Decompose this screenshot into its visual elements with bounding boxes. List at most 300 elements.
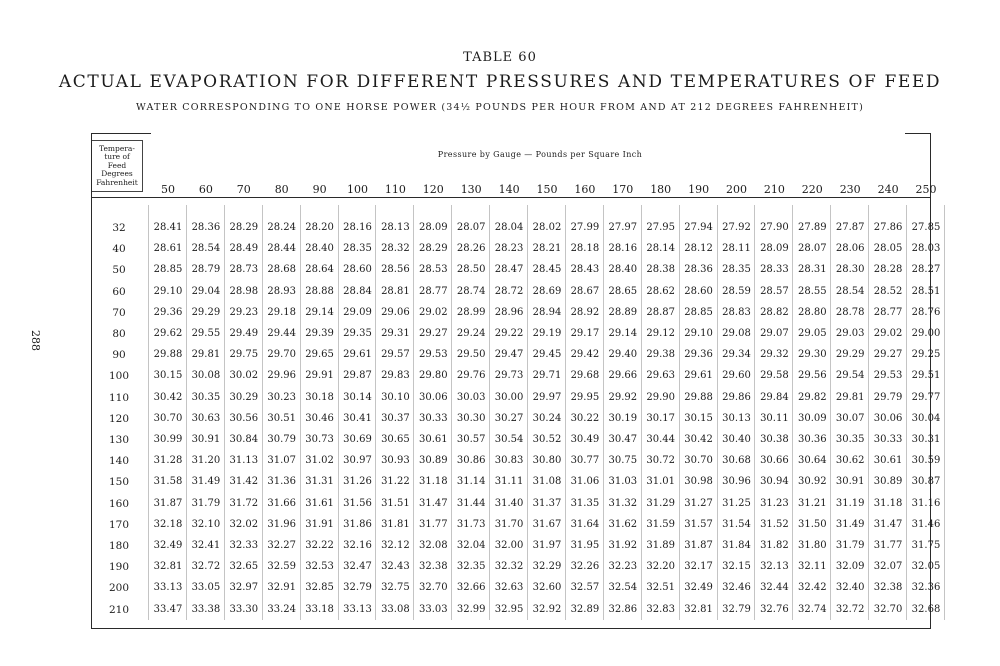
evaporation-value: 32.16 (343, 540, 372, 551)
evaporation-value: 31.27 (684, 497, 713, 509)
pressure-header: 150 (536, 183, 558, 196)
evaporation-value: 29.83 (381, 370, 410, 382)
evaporation-value: 28.03 (911, 243, 941, 255)
evaporation-value: 32.76 (760, 603, 789, 615)
table-rule (91, 628, 931, 629)
evaporation-value: 32.44 (760, 582, 789, 594)
evaporation-value: 28.54 (191, 243, 221, 255)
evaporation-value: 30.10 (381, 391, 410, 403)
evaporation-value: 32.36 (911, 582, 941, 594)
evaporation-value: 31.86 (343, 518, 372, 530)
evaporation-value: 29.40 (608, 349, 638, 361)
evaporation-value: 28.31 (797, 264, 827, 276)
evaporation-value: 28.67 (570, 285, 600, 297)
evaporation-value: 28.96 (494, 306, 524, 318)
evaporation-value: 29.25 (911, 349, 941, 361)
evaporation-value: 31.97 (532, 540, 562, 551)
evaporation-value: 33.24 (267, 603, 296, 615)
evaporation-value: 31.02 (305, 455, 334, 467)
evaporation-value: 29.86 (722, 391, 751, 403)
column-separator (868, 205, 869, 620)
evaporation-value: 29.75 (229, 349, 259, 361)
evaporation-value: 29.71 (532, 370, 562, 382)
evaporation-value: 28.83 (722, 306, 751, 318)
evaporation-value: 28.40 (305, 243, 334, 255)
evaporation-value: 32.72 (835, 603, 865, 615)
evaporation-value: 27.99 (570, 222, 600, 233)
evaporation-value: 31.89 (646, 540, 675, 551)
evaporation-value: 30.97 (343, 455, 372, 467)
column-separator (944, 205, 945, 620)
pressure-header: 170 (612, 183, 634, 196)
evaporation-value: 30.37 (381, 412, 410, 424)
evaporation-value: 29.81 (191, 349, 221, 361)
evaporation-value: 29.66 (608, 370, 638, 382)
evaporation-value: 27.85 (911, 222, 941, 233)
evaporation-value: 29.49 (229, 328, 259, 339)
evaporation-value: 32.79 (343, 582, 372, 594)
evaporation-value: 29.39 (305, 328, 334, 339)
temperature-label: 90 (112, 349, 126, 362)
evaporation-value: 30.91 (191, 434, 221, 445)
temperature-label: 190 (108, 561, 130, 574)
evaporation-value: 29.88 (153, 349, 183, 361)
pressure-header: 120 (422, 183, 444, 196)
evaporation-value: 32.81 (684, 603, 713, 615)
evaporation-value: 28.33 (760, 264, 789, 276)
evaporation-value: 30.54 (494, 434, 524, 445)
pressure-header: 90 (312, 183, 327, 196)
evaporation-value: 31.44 (456, 497, 486, 509)
column-separator (906, 205, 907, 620)
evaporation-value: 32.23 (608, 561, 638, 573)
evaporation-value: 30.89 (418, 455, 448, 467)
evaporation-value: 29.88 (684, 391, 713, 403)
evaporation-value: 32.97 (229, 582, 259, 594)
evaporation-value: 32.91 (267, 582, 296, 594)
evaporation-value: 31.37 (532, 497, 562, 509)
evaporation-value: 31.13 (229, 455, 259, 467)
evaporation-value: 31.82 (760, 540, 789, 551)
evaporation-value: 29.07 (760, 328, 789, 339)
evaporation-value: 31.36 (267, 476, 296, 488)
evaporation-value: 29.79 (873, 391, 903, 403)
evaporation-value: 29.34 (722, 349, 751, 361)
evaporation-value: 32.49 (684, 582, 713, 594)
table-rule (905, 133, 931, 134)
evaporation-value: 29.23 (229, 306, 259, 318)
temperature-label: 120 (108, 412, 130, 425)
evaporation-value: 29.36 (684, 349, 713, 361)
evaporation-value: 31.32 (608, 497, 638, 509)
evaporation-value: 28.13 (381, 222, 410, 233)
evaporation-value: 28.16 (608, 243, 638, 255)
evaporation-value: 32.12 (381, 540, 410, 551)
table-subtitle: WATER CORRESPONDING TO ONE HORSE POWER (34½ POUNDS PER HOUR FROM AND AT 212 DEGREES FAHRENHEIT) (136, 102, 864, 113)
evaporation-value: 29.90 (646, 391, 675, 403)
evaporation-value: 30.46 (305, 412, 334, 424)
evaporation-value: 30.80 (532, 455, 562, 467)
evaporation-value: 29.38 (646, 349, 675, 361)
evaporation-value: 30.65 (381, 434, 410, 445)
evaporation-value: 30.07 (835, 412, 865, 424)
evaporation-value: 32.38 (873, 582, 903, 594)
pressure-header: 200 (726, 183, 747, 196)
evaporation-value: 29.53 (873, 370, 903, 382)
evaporation-value: 33.38 (191, 603, 221, 615)
evaporation-value: 31.07 (267, 455, 296, 467)
evaporation-value: 30.75 (608, 455, 638, 467)
column-separator (792, 205, 793, 620)
evaporation-value: 30.09 (797, 412, 827, 424)
pressure-header: 190 (688, 183, 710, 196)
evaporation-value: 31.16 (911, 497, 941, 509)
evaporation-value: 31.50 (797, 518, 827, 530)
evaporation-value: 32.60 (532, 582, 562, 594)
evaporation-value: 30.15 (153, 370, 183, 382)
evaporation-value: 29.10 (684, 328, 713, 339)
evaporation-value: 28.04 (494, 222, 524, 233)
evaporation-value: 30.17 (646, 412, 675, 424)
evaporation-value: 30.35 (835, 434, 865, 445)
evaporation-value: 30.42 (153, 391, 183, 403)
evaporation-value: 32.04 (456, 540, 486, 551)
evaporation-value: 29.47 (494, 349, 524, 361)
evaporation-value: 32.49 (153, 540, 183, 551)
evaporation-value: 32.41 (191, 540, 221, 551)
evaporation-value: 29.29 (835, 349, 865, 361)
evaporation-value: 31.31 (305, 476, 334, 488)
evaporation-value: 29.96 (267, 370, 296, 382)
evaporation-value: 29.02 (873, 328, 903, 339)
evaporation-value: 29.22 (494, 328, 524, 339)
evaporation-value: 29.00 (911, 328, 941, 339)
evaporation-value: 28.32 (381, 243, 410, 255)
evaporation-value: 31.61 (305, 497, 334, 509)
evaporation-value: 30.18 (305, 391, 334, 403)
evaporation-value: 32.09 (835, 561, 865, 573)
evaporation-value: 28.68 (267, 264, 296, 276)
temperature-label: 50 (112, 264, 126, 277)
evaporation-value: 31.72 (229, 497, 259, 509)
evaporation-value: 32.70 (873, 603, 903, 615)
evaporation-value: 30.23 (267, 391, 296, 403)
evaporation-value: 30.69 (343, 434, 372, 445)
pressure-header: 160 (574, 183, 596, 196)
pressure-header: 70 (236, 183, 251, 196)
evaporation-value: 30.70 (684, 455, 713, 467)
evaporation-value: 30.04 (911, 412, 941, 424)
evaporation-value: 32.27 (267, 540, 296, 551)
evaporation-value: 31.73 (456, 518, 486, 530)
column-separator (830, 205, 831, 620)
column-separator (338, 205, 339, 620)
temperature-label: 160 (108, 497, 130, 510)
evaporation-value: 28.16 (343, 222, 372, 233)
column-separator (300, 205, 301, 620)
evaporation-value: 32.65 (229, 561, 259, 573)
evaporation-value: 28.49 (229, 243, 259, 255)
evaporation-value: 29.06 (381, 306, 410, 318)
pressure-header: 60 (198, 183, 213, 196)
evaporation-value: 30.62 (835, 455, 865, 467)
pressure-header: 180 (650, 183, 672, 196)
evaporation-value: 29.97 (532, 391, 562, 403)
evaporation-value: 28.85 (684, 306, 713, 318)
evaporation-value: 32.53 (305, 561, 334, 573)
evaporation-value: 28.64 (305, 264, 334, 276)
evaporation-value: 31.56 (343, 497, 372, 509)
evaporation-value: 30.92 (797, 476, 827, 488)
evaporation-value: 29.81 (835, 391, 865, 403)
evaporation-value: 29.29 (191, 306, 221, 318)
evaporation-value: 32.08 (418, 540, 448, 551)
evaporation-value: 29.62 (153, 328, 183, 339)
evaporation-value: 32.66 (456, 582, 486, 594)
evaporation-value: 32.42 (797, 582, 827, 594)
evaporation-value: 30.56 (229, 412, 259, 424)
evaporation-value: 28.23 (494, 243, 524, 255)
evaporation-value: 28.43 (570, 264, 600, 276)
feed-temperature-caption: Tempera- ture of Feed Degrees Fahrenheit (96, 143, 138, 187)
evaporation-value: 28.47 (494, 264, 524, 276)
evaporation-value: 32.11 (797, 561, 827, 573)
evaporation-value: 29.04 (191, 285, 221, 297)
evaporation-value: 30.59 (911, 455, 941, 467)
evaporation-value: 28.60 (684, 285, 713, 297)
temperature-label: 170 (108, 518, 130, 531)
evaporation-value: 31.75 (911, 540, 941, 551)
temperature-label: 140 (108, 455, 130, 468)
evaporation-value: 31.92 (608, 540, 638, 551)
evaporation-value: 32.18 (153, 518, 183, 530)
evaporation-value: 28.29 (229, 222, 259, 233)
feed-temperature-caption-box (91, 140, 143, 192)
evaporation-value: 30.47 (608, 434, 638, 445)
temperature-label: 70 (112, 306, 126, 319)
evaporation-value: 31.06 (570, 476, 600, 488)
evaporation-value: 28.11 (722, 243, 751, 255)
evaporation-value: 29.18 (267, 306, 296, 318)
evaporation-value: 30.51 (267, 412, 296, 424)
evaporation-value: 31.18 (873, 497, 903, 509)
evaporation-value: 32.40 (835, 582, 865, 594)
evaporation-value: 28.07 (456, 222, 486, 233)
evaporation-value: 30.19 (608, 412, 638, 424)
column-separator (565, 205, 566, 620)
evaporation-value: 29.55 (191, 328, 221, 339)
evaporation-value: 28.80 (797, 306, 827, 318)
evaporation-value: 30.96 (722, 476, 751, 488)
evaporation-value: 29.42 (570, 349, 600, 361)
evaporation-value: 30.44 (646, 434, 675, 445)
evaporation-value: 33.13 (343, 603, 372, 615)
evaporation-value: 29.84 (760, 391, 789, 403)
evaporation-value: 29.03 (835, 328, 865, 339)
evaporation-value: 28.40 (608, 264, 638, 276)
evaporation-value: 30.57 (456, 434, 486, 445)
evaporation-value: 30.08 (191, 370, 221, 382)
evaporation-value: 29.50 (456, 349, 486, 361)
evaporation-value: 32.00 (494, 540, 524, 551)
evaporation-value: 29.56 (797, 370, 827, 382)
evaporation-value: 29.80 (418, 370, 448, 382)
evaporation-value: 30.77 (570, 455, 600, 467)
evaporation-value: 30.15 (684, 412, 713, 424)
evaporation-value: 32.13 (760, 561, 789, 573)
evaporation-value: 30.52 (532, 434, 562, 445)
evaporation-value: 31.08 (532, 476, 562, 488)
evaporation-value: 29.14 (608, 328, 638, 339)
evaporation-value: 31.59 (646, 518, 675, 530)
evaporation-value: 32.85 (305, 582, 334, 594)
evaporation-value: 31.21 (797, 497, 827, 509)
pressure-header: 240 (877, 183, 899, 196)
evaporation-value: 33.05 (191, 582, 221, 594)
evaporation-value: 27.87 (835, 222, 865, 233)
evaporation-value: 29.87 (343, 370, 372, 382)
evaporation-value: 31.46 (911, 518, 941, 530)
column-separator (754, 205, 755, 620)
evaporation-value: 30.31 (911, 434, 941, 445)
evaporation-value: 28.78 (835, 306, 865, 318)
evaporation-value: 29.61 (684, 370, 713, 382)
pressure-header: 50 (161, 183, 175, 196)
evaporation-value: 29.05 (797, 328, 827, 339)
evaporation-value: 28.85 (153, 264, 183, 276)
evaporation-value: 29.27 (873, 349, 903, 361)
evaporation-value: 31.81 (381, 518, 410, 530)
evaporation-value: 32.79 (722, 603, 751, 615)
evaporation-value: 29.19 (532, 328, 562, 339)
evaporation-value: 28.74 (456, 285, 486, 297)
evaporation-value: 28.77 (873, 306, 903, 318)
evaporation-value: 32.05 (911, 561, 941, 573)
pressure-header: 140 (498, 183, 520, 196)
evaporation-value: 29.53 (418, 349, 448, 361)
evaporation-value: 32.51 (646, 582, 675, 594)
evaporation-value: 30.72 (646, 455, 675, 467)
evaporation-value: 33.30 (229, 603, 259, 615)
evaporation-value: 29.57 (381, 349, 410, 361)
temperature-label: 210 (108, 603, 130, 616)
evaporation-value: 30.22 (570, 412, 600, 424)
evaporation-value: 30.98 (684, 476, 713, 488)
evaporation-value: 30.41 (343, 412, 372, 424)
temperature-label: 60 (112, 285, 126, 298)
evaporation-value: 30.06 (418, 391, 448, 403)
pressure-header: 250 (915, 183, 937, 196)
evaporation-value: 29.08 (722, 328, 751, 339)
evaporation-value: 32.63 (494, 582, 524, 594)
evaporation-value: 29.24 (456, 328, 486, 339)
column-separator (679, 205, 680, 620)
evaporation-value: 31.23 (760, 497, 789, 509)
evaporation-value: 28.77 (418, 285, 448, 297)
evaporation-value: 31.29 (646, 497, 675, 509)
page-number: 288 (29, 330, 42, 351)
evaporation-value: 32.86 (608, 603, 638, 615)
evaporation-value: 28.30 (835, 264, 865, 276)
evaporation-value: 29.12 (646, 328, 675, 339)
evaporation-value: 32.33 (229, 540, 259, 551)
evaporation-value: 31.47 (418, 497, 448, 509)
evaporation-value: 33.08 (381, 603, 410, 615)
evaporation-value: 30.66 (760, 455, 789, 467)
column-separator (489, 205, 490, 620)
temperature-label: 80 (112, 328, 126, 340)
column-separator (603, 205, 604, 620)
evaporation-value: 28.52 (873, 285, 903, 297)
evaporation-value: 30.94 (760, 476, 789, 488)
evaporation-value: 29.09 (343, 306, 372, 318)
column-separator (375, 205, 376, 620)
evaporation-value: 30.36 (797, 434, 827, 445)
evaporation-value: 30.40 (722, 434, 751, 445)
evaporation-value: 31.62 (608, 518, 638, 530)
evaporation-value: 31.91 (305, 518, 334, 530)
evaporation-value: 32.47 (343, 561, 372, 573)
evaporation-value: 28.02 (532, 222, 562, 233)
evaporation-value: 30.99 (153, 434, 183, 445)
evaporation-value: 28.54 (835, 285, 865, 297)
column-separator (262, 205, 263, 620)
evaporation-value: 31.14 (456, 476, 486, 488)
evaporation-value: 31.70 (494, 518, 524, 530)
evaporation-value: 28.36 (684, 264, 713, 276)
evaporation-value: 28.88 (305, 285, 334, 297)
evaporation-value: 33.47 (153, 603, 183, 615)
evaporation-value: 30.84 (229, 434, 259, 445)
evaporation-value: 28.20 (305, 222, 334, 233)
evaporation-value: 33.13 (153, 582, 183, 594)
evaporation-value: 32.43 (381, 561, 410, 573)
evaporation-value: 29.17 (570, 328, 600, 339)
evaporation-value: 28.38 (646, 264, 675, 276)
evaporation-value: 31.58 (153, 476, 183, 488)
evaporation-value: 32.72 (191, 561, 221, 573)
evaporation-value: 32.10 (191, 518, 221, 530)
evaporation-value: 28.35 (343, 243, 372, 255)
evaporation-value: 31.26 (343, 476, 372, 488)
evaporation-value: 28.55 (797, 285, 827, 297)
temperature-label: 110 (108, 391, 130, 404)
evaporation-value: 29.54 (835, 370, 865, 382)
evaporation-value: 28.57 (760, 285, 789, 297)
evaporation-value: 32.83 (646, 603, 675, 615)
table-frame (88, 133, 938, 633)
evaporation-value: 28.61 (153, 243, 183, 255)
evaporation-value: 27.90 (760, 222, 789, 233)
evaporation-value: 30.14 (343, 391, 372, 403)
temperature-label: 180 (108, 540, 130, 552)
temperature-label: 100 (108, 370, 130, 383)
evaporation-value: 31.80 (797, 540, 827, 551)
evaporation-value: 27.95 (646, 222, 675, 233)
evaporation-value: 32.81 (153, 561, 183, 573)
evaporation-value: 27.97 (608, 222, 638, 233)
evaporation-value: 30.63 (191, 412, 221, 424)
evaporation-value: 28.24 (267, 222, 296, 233)
evaporation-value: 28.76 (911, 306, 941, 318)
evaporation-value: 28.07 (797, 243, 827, 255)
evaporation-value: 32.17 (684, 561, 713, 573)
evaporation-value: 32.59 (267, 561, 296, 573)
evaporation-value: 28.12 (684, 243, 713, 255)
evaporation-value: 30.93 (381, 455, 410, 467)
evaporation-value: 32.68 (911, 603, 941, 615)
pressure-header: 110 (384, 183, 406, 196)
